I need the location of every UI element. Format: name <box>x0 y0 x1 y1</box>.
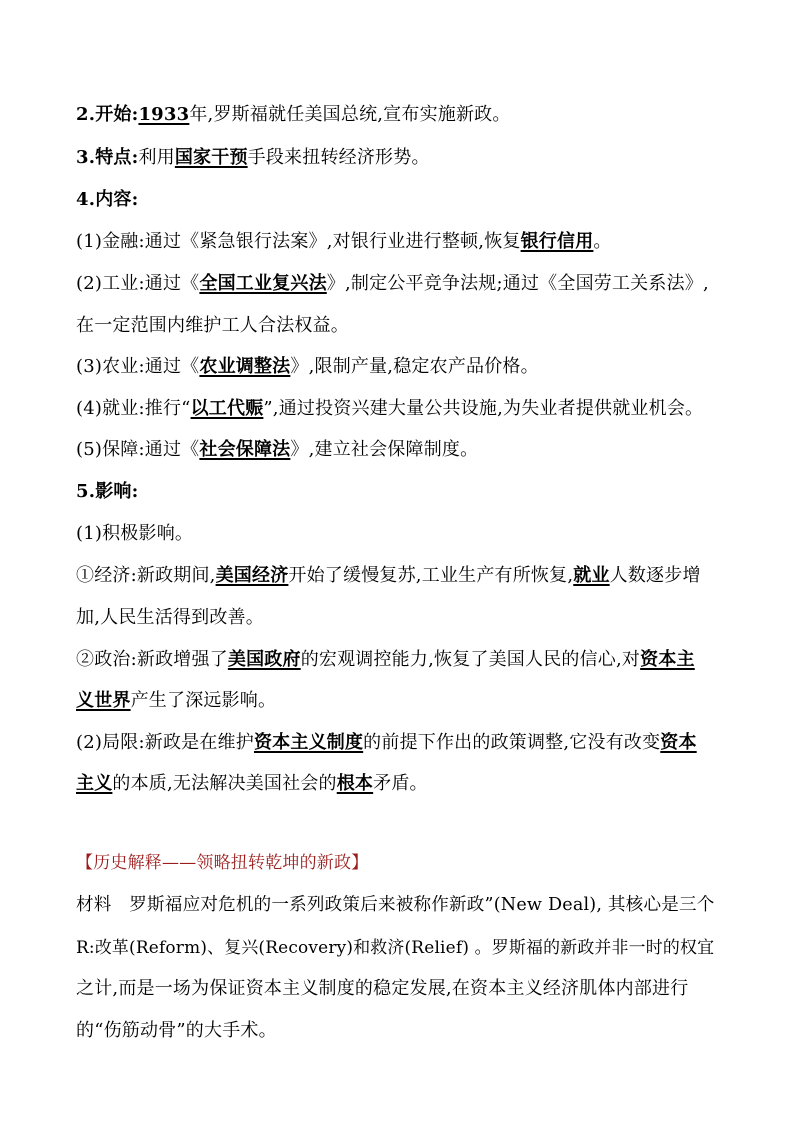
text-line <box>76 103 721 127</box>
text-segment: 的“伤筋动骨”的大手术。 <box>76 1020 277 1041</box>
text-line <box>76 772 721 796</box>
text-segment: 开始了缓慢复苏,工业生产有所恢复, <box>288 565 574 586</box>
text-line <box>76 851 721 875</box>
text-segment: (4)就业:推行“ <box>76 398 191 419</box>
text-line <box>76 689 721 713</box>
text-line <box>76 438 721 462</box>
text-segment: 材料 罗斯福应对危机的一系列政策后来被称作新政”(New Deal), 其核心是三个 <box>76 895 715 915</box>
text-segment: 》,建立社会保障制度。 <box>290 439 479 460</box>
text-segment: 的宏观调控能力,恢复了美国人民的信心,对 <box>300 649 641 670</box>
text-segment: 之计,而是一场为保证资本主义制度的稳定发展,在资本主义经济肌体内部进行 <box>76 978 689 999</box>
section-heading: 5.影响: <box>76 481 139 502</box>
key-term: 全国工业复兴法 <box>199 273 327 294</box>
text-line <box>76 564 721 588</box>
text-line <box>76 314 721 338</box>
text-line <box>76 935 721 959</box>
text-line <box>76 397 721 421</box>
key-term: 国家干预 <box>174 147 248 168</box>
key-term: 义世界 <box>76 690 131 711</box>
text-line <box>76 522 721 546</box>
text-line <box>76 893 721 917</box>
text-line <box>76 146 721 170</box>
key-term: 以工代赈 <box>190 398 264 419</box>
text-line <box>76 480 721 504</box>
text-segment: 手段来扭转经济形势。 <box>247 147 430 168</box>
section-heading: 3.特点: <box>76 147 139 168</box>
text-segment: 加,人民生活得到改善。 <box>76 607 264 628</box>
text-segment: ①经济:新政期间, <box>76 565 216 586</box>
key-term: 社会保障法 <box>199 439 291 460</box>
text-segment: 。 <box>593 231 612 252</box>
key-term: 银行信用 <box>520 231 594 252</box>
key-term: 美国经济 <box>215 565 289 586</box>
text-line <box>76 977 721 1001</box>
text-segment: 矛盾。 <box>373 773 428 794</box>
text-segment: 利用 <box>138 147 175 168</box>
text-segment: 的本质,无法解决美国社会的 <box>112 773 337 794</box>
section-heading: 2.开始: <box>76 104 139 125</box>
text-segment: 年,罗斯福就任美国总统,宣布实施新政。 <box>189 104 511 125</box>
text-line <box>76 188 721 212</box>
section-title: 【历史解释——领略扭转乾坤的新政】 <box>76 853 369 873</box>
key-term: 资本 <box>660 732 697 753</box>
text-segment: ”,通过投资兴建大量公共设施,为失业者提供就业机会。 <box>263 398 704 419</box>
text-line <box>76 272 721 296</box>
key-term: 主义 <box>76 773 113 794</box>
text-line <box>76 648 721 672</box>
text-line <box>76 355 721 379</box>
text-segment: 》,限制产量,稳定农产品价格。 <box>290 356 539 377</box>
text-segment: (2)工业:通过《 <box>76 273 200 294</box>
key-term: 农业调整法 <box>199 356 291 377</box>
text-segment: (2)局限:新政是在维护 <box>76 732 254 753</box>
text-segment: 》,制定公平竞争法规;通过《全国劳工关系法》, <box>326 273 709 294</box>
text-line <box>76 230 721 254</box>
text-segment: ②政治:新政增强了 <box>76 649 228 670</box>
text-segment: 人数逐步增 <box>609 565 701 586</box>
text-line <box>76 606 721 630</box>
text-segment: (1)金融:通过《紧急银行法案》,对银行业进行整顿,恢复 <box>76 231 521 252</box>
text-segment: R:改革(Reform)、复兴(Recovery)和救济(Relief) 。罗斯福的新政并非一时的权宜 <box>76 937 715 957</box>
text-segment: (1)积极影响。 <box>76 523 194 544</box>
text-segment: 产生了深远影响。 <box>130 690 277 711</box>
key-term: 美国政府 <box>227 649 301 670</box>
text-line <box>76 731 721 755</box>
text-segment: (3)农业:通过《 <box>76 356 200 377</box>
key-term: 资本主 <box>640 649 695 670</box>
text-segment: 的前提下作出的政策调整,它没有改变 <box>363 732 661 753</box>
key-term: 根本 <box>336 773 374 794</box>
text-line <box>76 1019 721 1043</box>
key-term: 资本主义制度 <box>253 732 364 753</box>
text-segment: 在一定范围内维护工人合法权益。 <box>76 315 349 336</box>
key-term: 1933 <box>138 104 190 125</box>
text-segment: (5)保障:通过《 <box>76 439 200 460</box>
key-term: 就业 <box>573 565 610 586</box>
section-heading: 4.内容: <box>76 189 139 210</box>
